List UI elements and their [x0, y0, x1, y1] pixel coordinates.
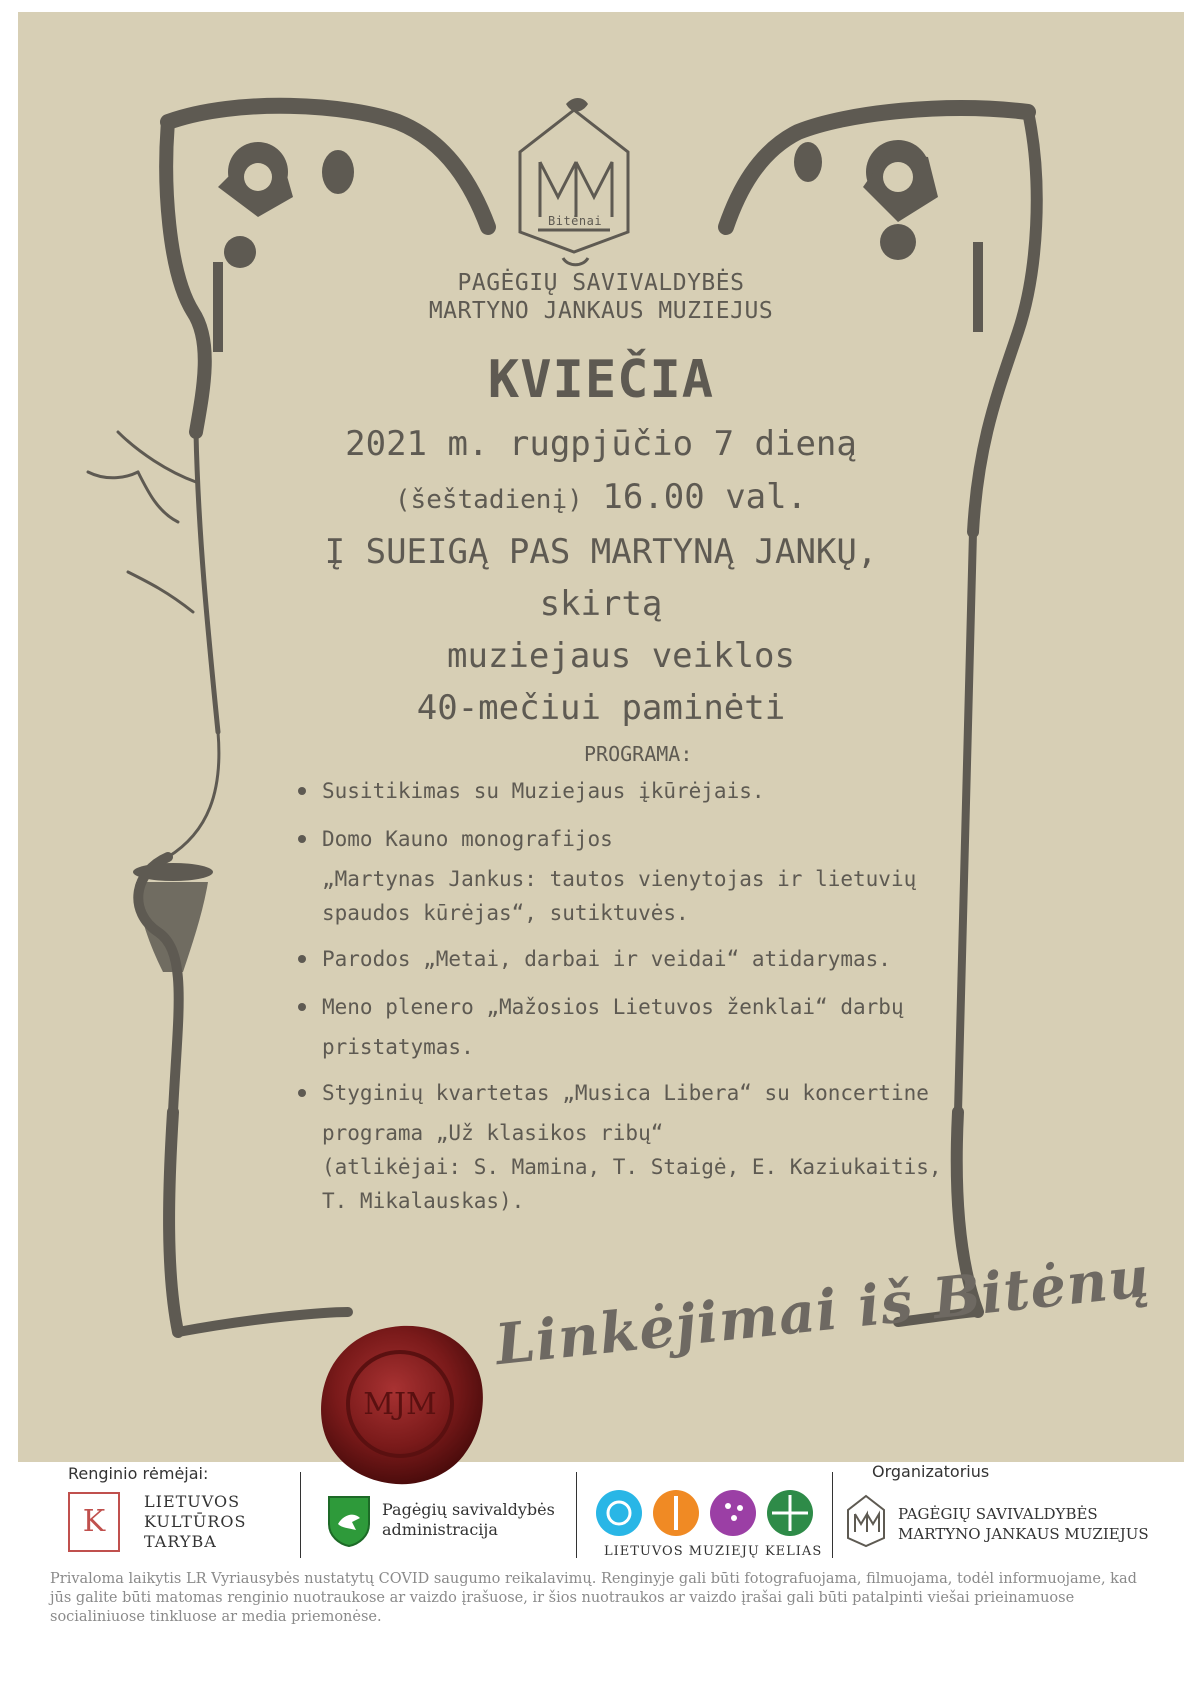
program-heading: PROGRAMA:: [584, 742, 693, 766]
sponsor-kulturos-taryba: K LIETUVOS KULTŪROS TARYBA: [68, 1488, 290, 1558]
time: 16.00 val.: [602, 477, 808, 517]
museum-route-icons: [594, 1488, 818, 1538]
k-logo-icon: K: [68, 1492, 120, 1552]
weekday: (šeštadienį): [394, 485, 583, 515]
program-item: Susitikimas su Muziejaus įkūrėjais.: [292, 772, 982, 810]
institution-line-2: MARTYNO JANKAUS MUZIEJUS: [428, 298, 774, 324]
covid-notice: Privaloma laikytis LR Vyriausybės nustatytų COVID saugumo reikalavimų. Renginyje gali būti fotografuojama, filmuojama, todėl informuojame, kad jūs galite būti matomas renginio nuotraukose ar vaizdo įrašuose, ir šios nuotraukos ar vaizdo įrašai gali būti patalpinti viešai prieinamuose socialiniuose tinkluose ar media priemonėse.: [50, 1571, 1137, 1625]
pagegiai-coat-of-arms-icon: [326, 1494, 372, 1548]
sponsor-muzieju-kelias: LIETUVOS MUZIEJŲ KELIAS: [594, 1488, 824, 1560]
program-item: Domo Kauno monografijos „Martynas Jankus: tautos vienytojas ir lietuvių spaudos kūrėjas“, sutiktuvės.: [292, 820, 982, 930]
time-line: [18, 477, 1184, 517]
logo-caption: Bitėnai: [548, 214, 603, 228]
bullet-icon: [298, 835, 306, 843]
organizer-label: Organizatorius: [872, 1462, 990, 1481]
divider: [576, 1472, 577, 1558]
bullet-icon: [298, 787, 306, 795]
institution-line-1: PAGĖGIŲ SAVIVALDYBĖS: [457, 270, 745, 296]
sponsors-label: Renginio rėmėjai:: [68, 1464, 209, 1483]
bullet-icon: [298, 1089, 306, 1097]
program-item: Parodos „Metai, darbai ir veidai“ atidarymas.: [292, 940, 982, 978]
event-line-1: Į SUEIGĄ PAS MARTYNĄ JANKŲ,: [324, 532, 878, 572]
organizer-museum: PAGĖGIŲ SAVIVALDYBĖS MARTYNO JANKAUS MUZIEJUS: [846, 1494, 1156, 1556]
event-line-3: muziejaus veiklos: [447, 636, 795, 676]
program-item: Styginių kvartetas „Musica Libera“ su koncertine programa „Už klasikos ribų“ (atlikėjai: S. Mamina, T. Staigė, E. Kaziukaitis, T. Mikalauskas).: [292, 1074, 982, 1218]
divider: [300, 1472, 301, 1558]
divider: [832, 1472, 833, 1558]
program-list: [292, 772, 982, 1228]
event-line-2: skirtą: [539, 584, 663, 624]
headline: KVIEČIA: [487, 350, 715, 410]
event-line-4: 40-mečiui paminėti: [416, 688, 786, 728]
museum-logo-icon: [846, 1494, 886, 1552]
date-line: 2021 m. rugpjūčio 7 dieną: [345, 424, 857, 464]
signature: Linkėjimai iš Bitėnų: [492, 1243, 1154, 1379]
poster: [18, 12, 1184, 1462]
program-item: Meno plenero „Mažosios Lietuvos ženklai“ darbų pristatymas.: [292, 988, 982, 1064]
ornamental-frame: [18, 12, 1184, 1462]
bullet-icon: [298, 955, 306, 963]
bullet-icon: [298, 1003, 306, 1011]
sponsor-pagegiai: Pagėgių savivaldybės administracija: [326, 1494, 566, 1554]
seal-monogram: MJM: [363, 1387, 437, 1422]
wax-seal-icon: [316, 1320, 486, 1490]
